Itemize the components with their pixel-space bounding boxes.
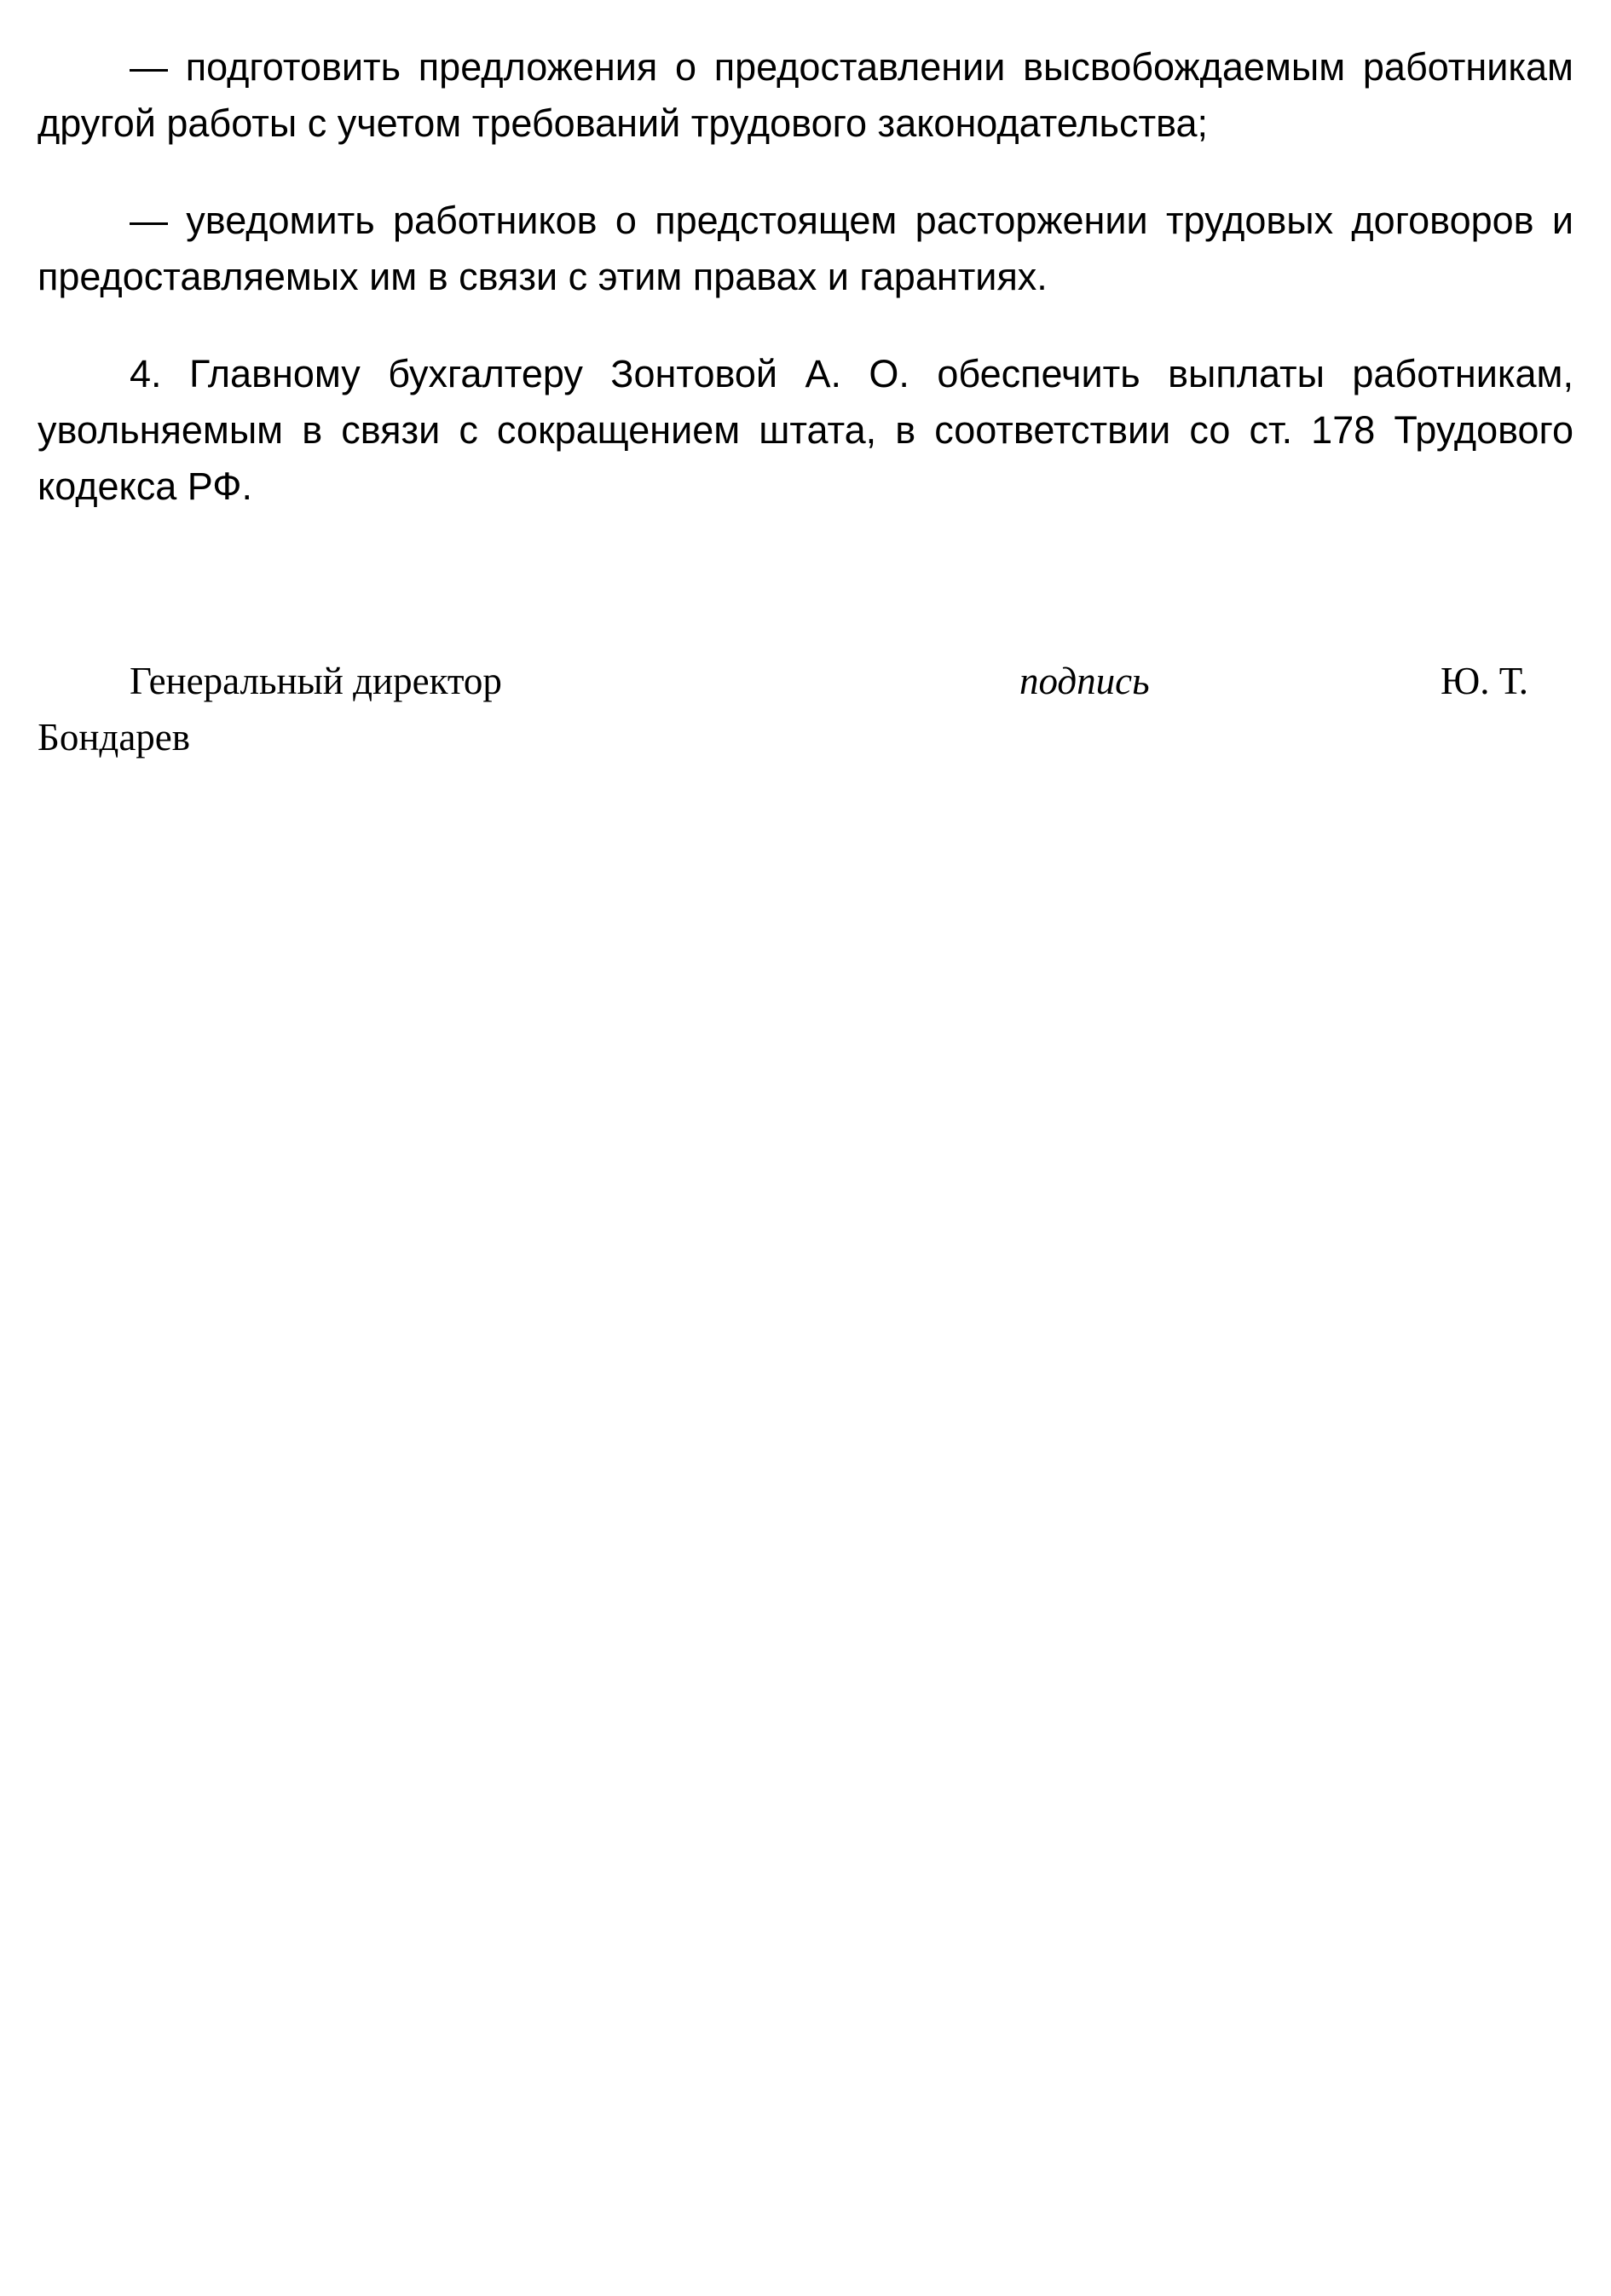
paragraph-notify-employees: — уведомить работников о предстоящем расторжении трудовых договоров и предоставляемых им в связи с этим правах и гарантиях. bbox=[38, 199, 1573, 298]
signature-mark: подпись bbox=[1019, 660, 1150, 702]
position-title: Генеральный директор bbox=[130, 660, 502, 702]
signature-line bbox=[38, 653, 1573, 709]
paragraph-chief-accountant-payments: 4. Главному бухгалтеру Зонтовой А. О. обеспечить выплаты работникам, увольняемым в связи с сокращением штата, в соответствии со ст. 178 Трудового кодекса РФ. bbox=[38, 352, 1573, 508]
paragraph-prepare-proposals: — подготовить предложения о предоставлении высвобождаемым работникам другой работы с учетом требований трудового законодательства; bbox=[38, 45, 1573, 145]
signer-surname: Бондарев bbox=[38, 716, 191, 759]
signature-block bbox=[38, 653, 1573, 765]
signer-initials: Ю. Т. bbox=[1441, 660, 1528, 702]
